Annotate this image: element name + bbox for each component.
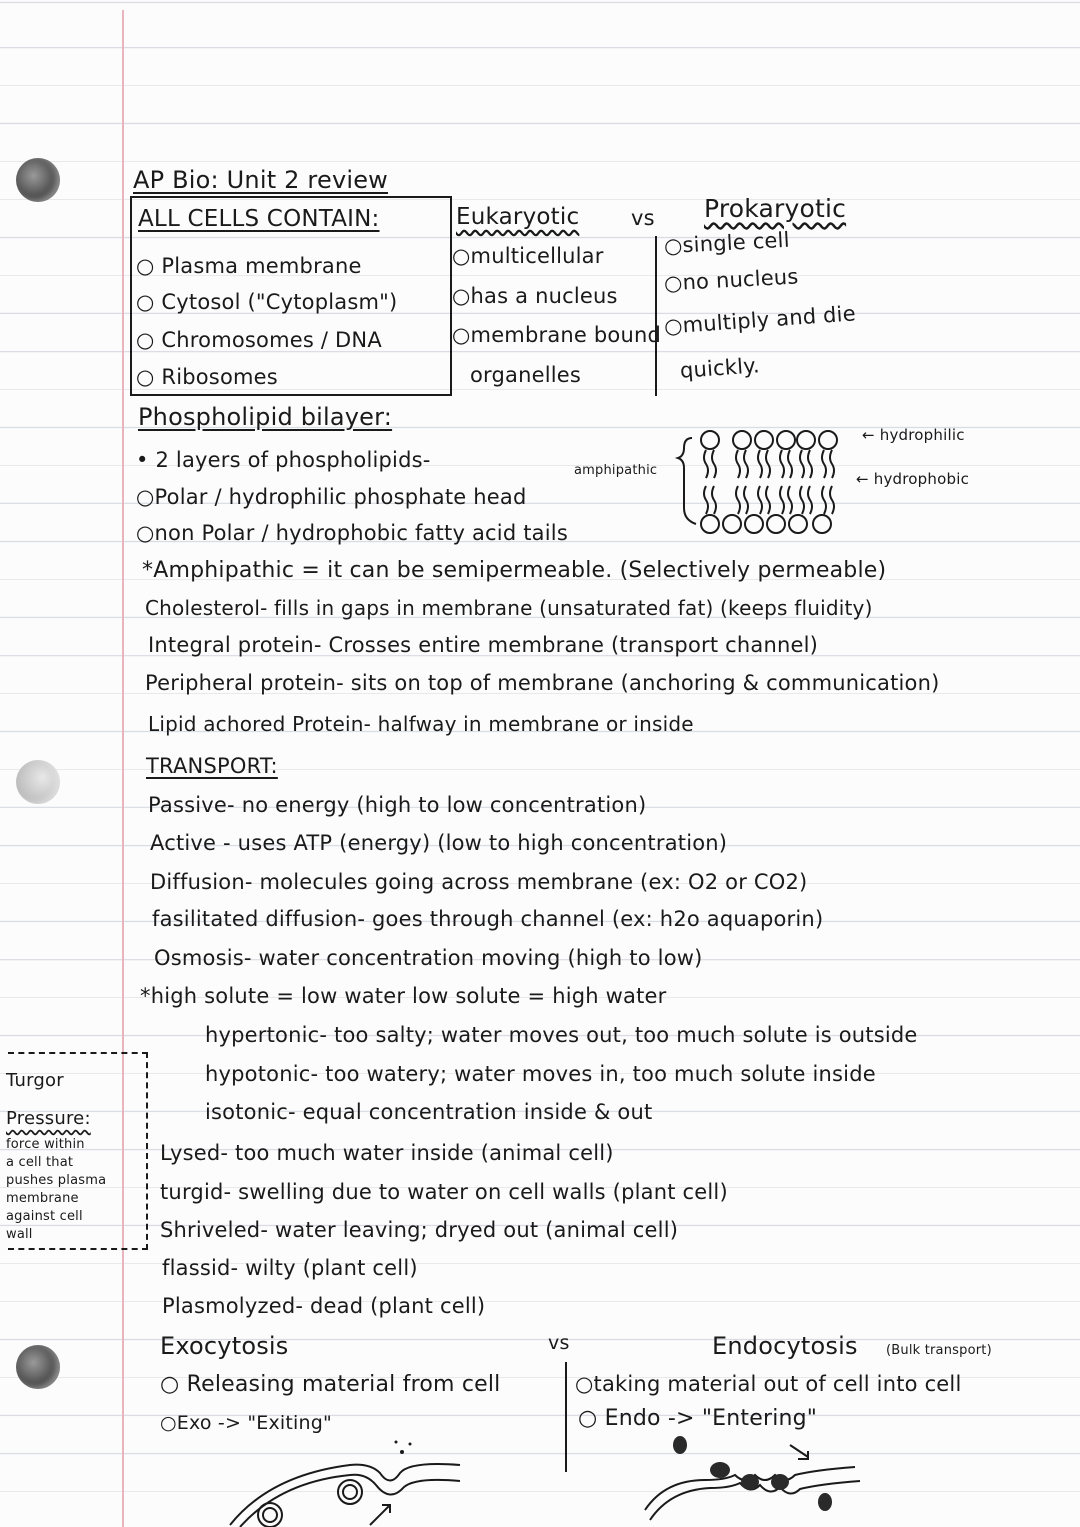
cell-state-item: flassid- wilty (plant cell): [162, 1256, 418, 1280]
sidenote-border: [8, 1248, 148, 1250]
tonicity-item: isotonic- equal concentration inside & out: [205, 1100, 653, 1124]
tonicity-item: hypertonic- too salty; water moves out, too much solute is outside: [205, 1023, 918, 1047]
note-line: Cholesterol- fills in gaps in membrane (unsaturated fat) (keeps fluidity): [145, 596, 873, 620]
sidenote-body: membrane: [6, 1191, 79, 1206]
punch-hole-icon: [16, 1345, 60, 1389]
bilayer-item: • 2 layers of phospholipids-: [136, 448, 431, 472]
cell-state-item: turgid- swelling due to water on cell walls (plant cell): [160, 1180, 728, 1204]
exocytosis-item: ○ Releasing material from cell: [160, 1372, 501, 1397]
cell-state-item: Shriveled- water leaving; dryed out (animal cell): [160, 1218, 679, 1242]
endocytosis-heading: Endocytosis: [712, 1332, 858, 1360]
sidenote-body: force within: [6, 1137, 85, 1152]
cell-state-item: Lysed- too much water inside (animal cell): [160, 1141, 614, 1165]
vs-label: vs: [631, 206, 655, 230]
all-cells-item: ○ Ribosomes: [136, 365, 278, 389]
sidenote-body: pushes plasma: [6, 1173, 107, 1188]
bilayer-item: ○Polar / hydrophilic phosphate head: [136, 485, 527, 509]
column-divider: [655, 236, 657, 396]
sidenote-heading: Pressure:: [6, 1108, 91, 1129]
eukaryotic-item: organelles: [470, 363, 582, 387]
punch-hole-icon: [16, 760, 60, 804]
prokaryotic-item: ○multiply and die: [663, 301, 857, 339]
sidenote-border: [146, 1052, 148, 1250]
transport-item: *high solute = low water low solute = high water: [140, 984, 667, 1008]
prokaryotic-heading: Prokaryotic: [704, 194, 847, 223]
vs-label: vs: [548, 1332, 570, 1354]
amphipathic-label: amphipathic: [574, 463, 658, 478]
note-line: Integral protein- Crosses entire membrane (transport channel): [148, 633, 819, 657]
transport-heading: TRANSPORT:: [146, 754, 278, 778]
prokaryotic-item: ○no nucleus: [663, 264, 800, 296]
note-line: *Amphipathic = it can be semipermeable. (Selectively permeable): [142, 558, 887, 583]
endocytosis-diagram: [640, 1430, 900, 1527]
transport-item: Diffusion- molecules going across membrane (ex: O2 or CO2): [150, 870, 808, 894]
sidenote-heading: Turgor: [6, 1070, 64, 1091]
hydrophobic-label: ← hydrophobic: [856, 470, 970, 488]
all-cells-item: ○ Chromosomes / DNA: [136, 328, 382, 352]
tonicity-item: hypotonic- too watery; water moves in, too much solute inside: [205, 1062, 876, 1086]
note-line: Lipid achored Protein- halfway in membrane or inside: [148, 712, 694, 736]
all-cells-item: ○ Plasma membrane: [136, 254, 362, 278]
eukaryotic-heading: Eukaryotic: [456, 204, 580, 230]
transport-item: fasilitated diffusion- goes through channel (ex: h2o aquaporin): [152, 907, 824, 931]
punch-hole-icon: [16, 158, 60, 202]
sidenote-body: wall: [6, 1227, 33, 1242]
phospholipid-bilayer-diagram: [680, 430, 860, 545]
transport-item: Passive- no energy (high to low concentration): [148, 793, 647, 817]
cell-state-item: Plasmolyzed- dead (plant cell): [162, 1294, 486, 1318]
page-title: AP Bio: Unit 2 review: [133, 166, 389, 194]
sidenote-body: against cell: [6, 1209, 83, 1224]
prokaryotic-item: ○single cell: [663, 227, 791, 259]
margin-line: [122, 10, 124, 1527]
hydrophilic-label: ← hydrophilic: [862, 426, 965, 444]
sidenote-body: a cell that: [6, 1155, 74, 1170]
endocytosis-item: ○taking material out of cell into cell: [575, 1372, 962, 1396]
eukaryotic-item: ○has a nucleus: [452, 284, 618, 308]
all-cells-heading: ALL CELLS CONTAIN:: [138, 206, 380, 232]
endocytosis-item: ○ Endo -> "Entering": [578, 1406, 818, 1431]
exocytosis-diagram: [210, 1430, 470, 1527]
bulk-transport-note: (Bulk transport): [886, 1343, 992, 1358]
eukaryotic-item: ○multicellular: [452, 244, 604, 268]
column-divider: [565, 1362, 567, 1472]
exocytosis-heading: Exocytosis: [160, 1332, 289, 1360]
transport-item: Osmosis- water concentration moving (high to low): [154, 946, 703, 970]
transport-item: Active - uses ATP (energy) (low to high concentration): [150, 831, 728, 855]
note-line: Peripheral protein- sits on top of membrane (anchoring & communication): [145, 671, 940, 695]
all-cells-item: ○ Cytosol ("Cytoplasm"): [136, 290, 398, 314]
prokaryotic-item: quickly.: [679, 353, 761, 383]
exocytosis-item: ○Exo -> "Exiting": [160, 1412, 332, 1434]
sidenote-border: [8, 1052, 148, 1054]
bilayer-heading: Phospholipid bilayer:: [138, 403, 393, 431]
bilayer-item: ○non Polar / hydrophobic fatty acid tails: [136, 521, 568, 545]
eukaryotic-item: ○membrane bound: [452, 323, 662, 347]
